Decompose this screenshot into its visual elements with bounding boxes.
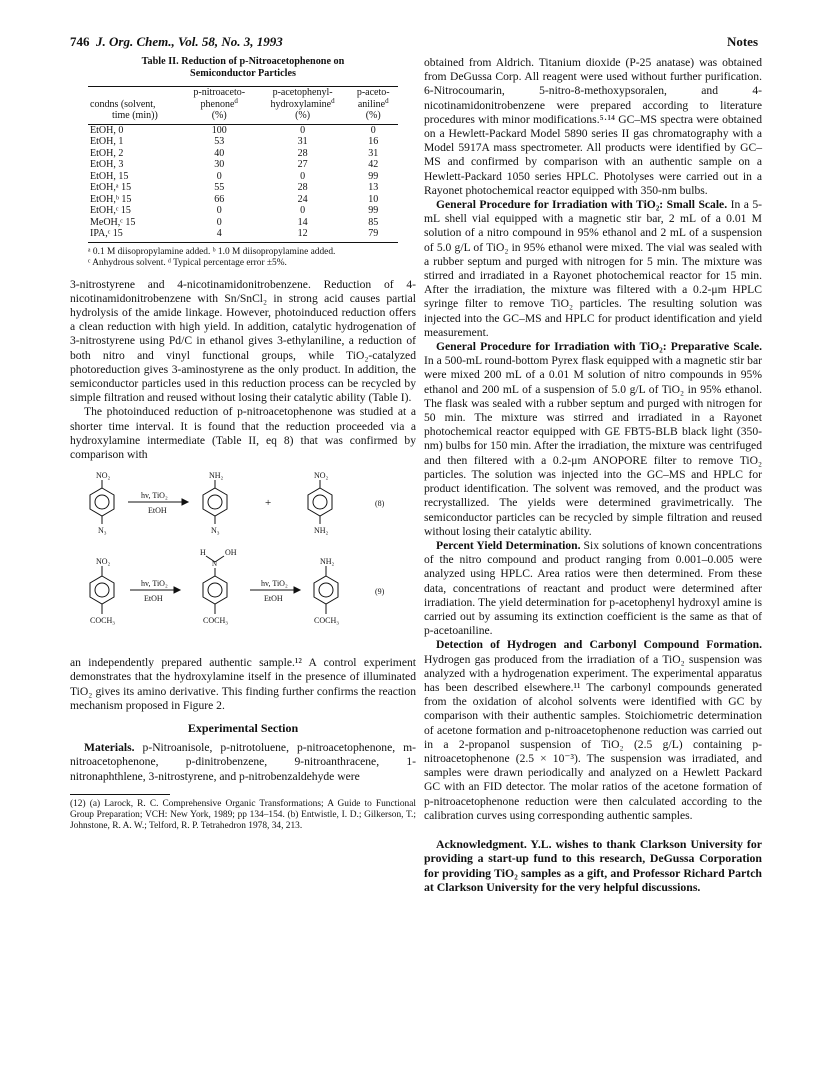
table-cell-condition: EtOH,ᵇ 15 xyxy=(90,193,132,205)
table-cell-value: 0 xyxy=(300,170,306,182)
section-label: Notes xyxy=(726,34,758,49)
table-cell-value: 100 xyxy=(211,124,227,136)
table-cell-value: 99 xyxy=(368,205,379,216)
table-cell-value: 99 xyxy=(368,170,379,182)
table-row xyxy=(88,136,398,148)
label-coch3-9a: COCH₃ xyxy=(90,616,116,626)
table-header-row xyxy=(88,87,398,125)
table-row xyxy=(88,228,398,242)
table-cell-condition: EtOH, 3 xyxy=(90,159,124,170)
arrow-conditions-bottom-9b: EtOH xyxy=(264,594,283,604)
label-n3-8b: N₃ xyxy=(211,526,220,536)
table-cell-value: 4 xyxy=(216,228,222,239)
benzene-ring-8c xyxy=(308,488,332,516)
label-nh2-9c: NH₂ xyxy=(320,557,335,567)
table-cell-value: 42 xyxy=(368,159,379,170)
plus-sign: + xyxy=(265,497,272,510)
section-heading-experimental: Experimental Section xyxy=(187,720,299,735)
arrow-conditions-top-8: hv, TiO₂ xyxy=(141,491,168,501)
footnote-line-2: ᶜ Anhydrous solvent. ᵈ Typical percentage error ±5%. xyxy=(88,258,287,268)
heading-small-scale: General Procedure for Irradiation with TiO₂: Small Scale. xyxy=(436,198,728,212)
table-cell-value: 55 xyxy=(214,182,225,193)
table-cell-value: 31 xyxy=(297,136,308,147)
table-cell-value: 14 xyxy=(297,216,308,228)
table-row xyxy=(88,148,398,160)
left-column xyxy=(70,56,416,832)
col-header-nitroacetophenone: p-nitroaceto- phenone$^d$ (%) xyxy=(193,87,246,121)
table-cell-value: 24 xyxy=(297,193,308,205)
table-cell-value: 85 xyxy=(368,216,379,228)
table-cell-value: 10 xyxy=(368,193,379,205)
label-n3-8a: N₃ xyxy=(98,526,107,536)
label-n-9b: N xyxy=(212,560,218,569)
table-cell-value: 0 xyxy=(216,216,222,228)
table-cell-value: 0 xyxy=(370,124,376,136)
right-column xyxy=(424,56,762,895)
col-header-hydroxylamine: p-acetophenyl- hydroxylamine$^d$ (%) xyxy=(270,87,335,121)
label-oh-9b: OH xyxy=(225,548,237,558)
arrow-conditions-bottom-8: EtOH xyxy=(148,506,167,516)
reaction-scheme xyxy=(70,470,416,650)
reference-12: (12) (a) Larock, R. C. Comprehensive Organic Transformations; A Guide to Functional Group Preparation; VCH: New York, 1989; pp 134–154. (b) Entwistle, I. D.; Gilkerson, T.; Johnstone, R. A. W.; Telford, R. P. Tetrahedron 1978, 34, 213. xyxy=(70,798,416,832)
paragraph-hydrogen-detection: Detection of Hydrogen and Carbonyl Compound Formation. Hydrogen gas produced from the irradiation of a TiO₂ suspension was analyzed with a hydrogenation experiment. The experimental apparatus has been described elsewhere.¹¹ The carbonyl compounds generated from the oxidation of alcohol solvents were identified with GC by comparison with their authentic samples. Stoichiometric determination of acetone formation and p-nitroacetophenone reduction was carried out in a 2-propanol suspension of TiO₂ (2.5 g/L) containing p-nitroacetophenone (2.5 × 10⁻³). The suspension was irradiated, and samples were drawn periodically and analyzed on a Hewlett Packard GC with an FID detector. The molar ratios of the acetone formation of p-nitroacetophenone reduction were then calculated according to the calibration curves using corresponding authentic samples. xyxy=(424,638,762,822)
label-nh2-8b: NH₂ xyxy=(209,471,224,481)
table-cell-value: 16 xyxy=(368,136,379,147)
acknowledgment xyxy=(424,837,762,895)
table-row xyxy=(88,217,398,229)
table-cell-value: 53 xyxy=(214,136,225,147)
table-row xyxy=(88,124,398,136)
col-header-acetoaniline: p-aceto- aniline$^d$ (%) xyxy=(356,87,390,121)
label-nh2-8c: NH₂ xyxy=(314,526,329,536)
table-cell-value: 28 xyxy=(297,147,308,159)
table-cell-condition: EtOH, 2 xyxy=(90,147,124,159)
benzene-ring-9c xyxy=(314,576,338,604)
benzene-ring-9a xyxy=(90,576,114,604)
table-cell-condition: IPA,ᶜ 15 xyxy=(90,228,123,239)
paragraph-preparative-scale: General Procedure for Irradiation with TiO₂: Preparative Scale. In a 500-mL round-bottom Pyrex flask equipped with a magnetic stir bar were mixed 200 mL of a 0.01 M solution of nitro compounds in 95% ethanol and 200 mL of a suspension of 5.0 g/L of TiO₂ in 95% ethanol. The flask was sealed with a rubber septum and purged with nitrogen for 50 min. The mixture was stirred and irradiated in a Rayonet photochemical reactor equipped with GE FBT5-BLB black light (350-nm) bulbs for 150 min. After the irradiation, the mixture was centrifuged and then filtered with a 0.2-μm ANOPORE filter to remove TiO₂ particles. The solution was injected into the GC–MS and HPLC for product identification. The solvent was removed, and the product was recrystallized. The yields were determined gravimetrically. The semiconductor particles can be recycled by simple filtration and reused without losing their catalytic ability. xyxy=(424,340,762,538)
paragraph-photoreduction: The photoinduced reduction of p-nitroacetophenone was studied at a shorter time interval. It is found that the reduction proceeded via a hydroxylamine intermediate (Table II, eq 8) that was confirmed by comparison with xyxy=(70,405,416,461)
arrow-conditions-top-9a: hv, TiO₂ xyxy=(141,579,168,589)
equation-number-9: (9) xyxy=(375,587,385,597)
table-footnotes xyxy=(88,247,408,270)
label-coch3-9c: COCH₃ xyxy=(314,616,340,626)
table-row xyxy=(88,171,398,183)
table-cell-value: 0 xyxy=(216,170,222,182)
arrow-conditions-bottom-9a: EtOH xyxy=(144,594,163,604)
running-head xyxy=(70,34,758,52)
page-header-left xyxy=(70,34,283,50)
table-cell-condition: EtOH,ᶜ 15 xyxy=(90,205,131,216)
table-cell-value: 27 xyxy=(297,159,308,170)
ack-heading: Acknowledgment. xyxy=(436,836,527,851)
table-cell-value: 0 xyxy=(216,205,222,216)
table-row xyxy=(88,159,398,171)
materials-text: p-Nitroanisole, p-nitrotoluene, p-nitroacetophenone, m-nitroacetophenone, p-dinitrobenzene, 9-nitroanthracene, 1-nitronaphthlene, 3-nitrostyrene, and p-nitrobenzaldehyde were xyxy=(70,741,416,783)
heading-hydrogen-detection: Detection of Hydrogen and Carbonyl Compound Formation. xyxy=(436,638,762,652)
paragraph-intro: 3-nitrostyrene and 4-nicotinamidonitrobenzene. Reduction of 4-nicotinamidonitrobenzene with Sn/SnCl₂ in strong acid causes partial hydrolysis of the amide linkage. However, photoinduced reduction offers a clean reduction with high yield. In addition, catalytic hydrogenation of 3-nitrostyrene using Pd/C in ethanol gives 3-ethylaniline, a reduction of both nitro and vinyl functional groups, while TiO₂-catalyzed photoreduction gives 3-aminostyrene as the only product. In addition, the semiconductor particles used in this reduction process can be recycled by simple filtration and reused without losing their catalytic ability (Table I). xyxy=(70,277,416,405)
paragraph-small-scale: General Procedure for Irradiation with TiO₂: Small Scale. In a 5-mL shell vial equipped with a magnetic stir bar, 2 mL of a 0.01 M solution of a nitro compound in 95% ethanol and 2 mL of a suspension of 5.0 g/L of TiO₂ in 95% ethanol were mixed. The vial was sealed with a rubber septum and purged with nitrogen for 5 min. The mixture was stirred and irradiated in a Rayonet photochemical reactor for 15 min. After the irradiation, the mixture was filtered with a 0.2-μm HPLC syringe filter to remove TiO₂ particles. The resulting solution was injected into the GC–MS and HPLC for product identification and yield measurement. xyxy=(424,198,762,339)
table-cell-condition: EtOH, 1 xyxy=(90,136,124,147)
reaction-scheme-drawing xyxy=(70,470,416,650)
paragraph-yield-determination: Percent Yield Determination. Six solutions of known concentrations of the nitro compound and product ranging from 0.001–0.005 were analyzed using HPLC. Area ratios were then determined. From these data, concentrations of reactant and product were determined after irradiation. The yield determination for p-acetophenyl hydroxyl amine is carried out by assuming its extinction coefficient is the same as that of p-acetoaniline. xyxy=(424,538,762,638)
table-cell-value: 79 xyxy=(368,228,379,239)
table-cell-value: 13 xyxy=(368,182,379,193)
table-cell-value: 0 xyxy=(300,124,306,136)
page-number: 746 xyxy=(70,34,90,49)
table-body xyxy=(88,124,398,242)
paragraph-materials-cont: obtained from Aldrich. Titanium dioxide (P-25 anatase) was obtained from DeGussa Corp. All reagent were used without further purification. 6-Nitrocoumarin, 5-nitro-8-methoxypsoralen, and 4-nicotinamidonitrobenzene were prepared according to literature procedures with minor modifications.⁵·¹⁴ GC–MS spectra were obtained on a Hewlett-Packard Model 5890 series II gas chromatography with a Model 5917A mass spectrometer. All products were identified by GC–MS and confirmed by comparison with an authentic sample on a Hewlett-Packard 1050 series HPLC. Photolyses were carried out in a Rayonet photochemical reactor equipped with 350-nm bulbs. xyxy=(424,56,762,197)
benzene-ring-9b xyxy=(203,576,227,604)
table-cell-value: 66 xyxy=(214,193,225,205)
materials-heading: Materials. xyxy=(84,741,135,755)
table-cell-value: 0 xyxy=(300,205,306,216)
col-header-condns: condns (solvent, time (min)) xyxy=(90,98,158,121)
arrow-conditions-top-9b: hv, TiO₂ xyxy=(261,579,288,589)
paragraph-control: an independently prepared authentic sample.¹² A control experiment demonstrates that the hydroxylamine itself in the presence of illuminated TiO₂ gives its amino derivative. This finding further confirms the reaction mechanism proposed in Figure 2. xyxy=(70,656,416,712)
label-no2-9a: NO₂ xyxy=(96,557,111,567)
heading-preparative-scale: General Procedure for Irradiation with TiO₂: Preparative Scale. xyxy=(436,340,762,354)
table-cell-value: 12 xyxy=(297,228,308,239)
heading-yield-determination: Percent Yield Determination. xyxy=(436,538,581,552)
left-body-text xyxy=(70,278,416,833)
table-cell-condition: EtOH, 0 xyxy=(90,124,124,136)
ack-text: Y.L. wishes to thank Clarkson University for providing a start-up fund to this research, DeGussa Corporation for providing TiO₂ samples as a gift, and Professor Richard Partch at Clarkson University for the very helpful discussions. xyxy=(424,836,762,895)
label-no2-8a: NO₂ xyxy=(96,471,111,481)
results-table xyxy=(88,86,398,243)
label-h-9b: H xyxy=(200,548,206,558)
table-cell-value: 30 xyxy=(214,159,225,170)
table-cell-condition: EtOH,ᵃ 15 xyxy=(90,182,132,193)
label-no2-8c: NO₂ xyxy=(314,471,329,481)
benzene-ring-8b xyxy=(203,488,227,516)
table-row xyxy=(88,205,398,217)
table-cell-value: 40 xyxy=(214,147,225,159)
equation-number-8: (8) xyxy=(375,499,385,509)
table-cell-condition: EtOH, 15 xyxy=(90,170,129,182)
label-coch3-9b: COCH₃ xyxy=(203,616,229,626)
table-row xyxy=(88,182,398,194)
paragraph-materials xyxy=(70,741,416,784)
table-caption: Table II. Reduction of p-Nitroacetophenone on Semiconductor Particles xyxy=(141,56,345,79)
table-row xyxy=(88,194,398,206)
table-cell-value: 31 xyxy=(368,147,379,159)
footnote-line-1: ᵃ 0.1 M diisopropylamine added. ᵇ 1.0 M diisopropylamine added. xyxy=(88,246,336,257)
footnote-rule xyxy=(70,794,170,795)
table-cell-condition: MeOH,ᶜ 15 xyxy=(90,216,136,228)
journal-citation: J. Org. Chem., Vol. 58, No. 3, 1993 xyxy=(96,34,283,49)
benzene-ring-8a xyxy=(90,488,114,516)
table-cell-value: 28 xyxy=(297,182,308,193)
